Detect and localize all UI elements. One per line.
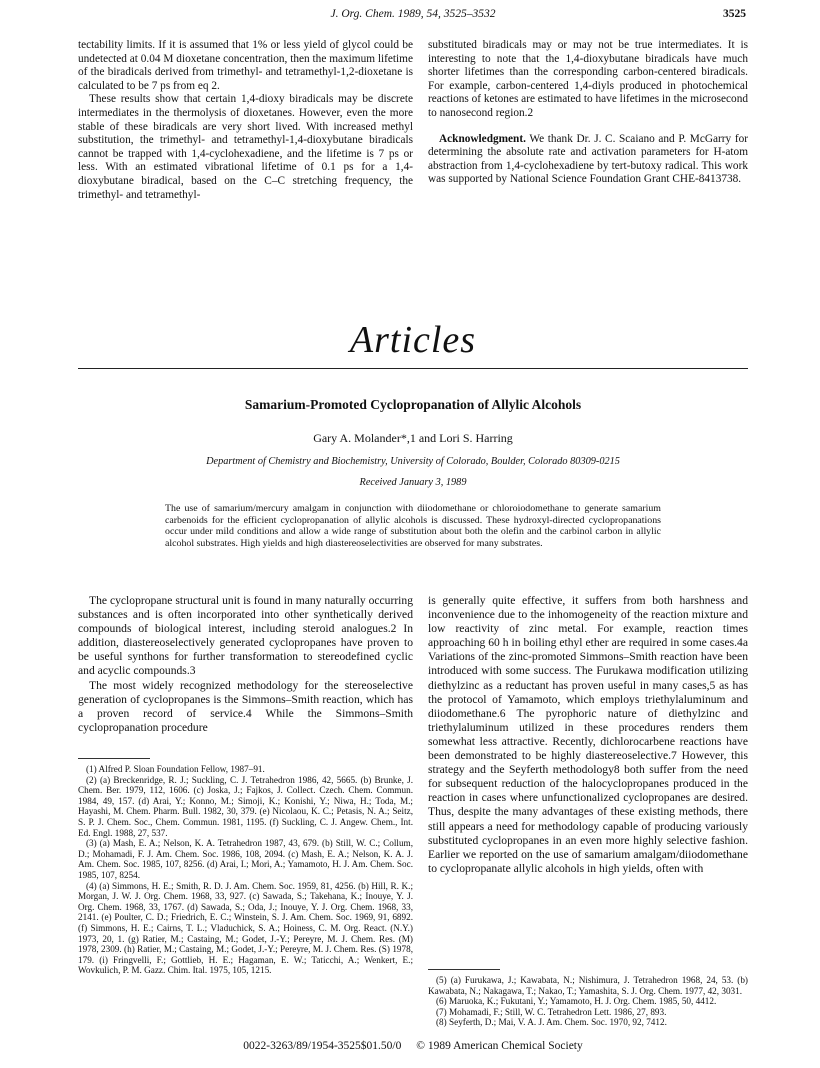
footnote: (5) (a) Furukawa, J.; Kawabata, N.; Nishimura, J. Tetrahedron 1968, 24, 53. (b) Kawabata, N.; Nakagawa, T.; Nakao, T.; Yamashita, S. J. Org. Chem. 1977, 42, 3031. [428,975,748,996]
footnote: (7) Mohamadi, F.; Still, W. C. Tetrahedron Lett. 1986, 27, 893. [436,1006,667,1017]
abstract: The use of samarium/mercury amalgam in conjunction with diiodomethane or chloroiodomethane to generate samarium carbenoids for the efficient cyclopropanation of allylic alcohols is discussed. These hydroxyl-directed cyclopropanations occur under mild conditions and allow a wide range of substitution about both the olefin and the carbinol carbon in allylic alcohol substrates. High yields and high diastereoselectivities are observed for many substrates. [165,503,661,550]
footnote: (2) (a) Breckenridge, R. J.; Suckling, C. J. Tetrahedron 1986, 42, 5665. (b) Brunke, J. Chem. Ber. 1979, 112, 1606. (c) Joska, J.; Fajkos, J. Collect. Czech. Chem. Commun. 1984, 49, 157. (d) Arai, Y.; Konno, M.; Simoji, K.; Konishi, Y.; Niwa, H.; Toda, M.; Hayashi, M. Chem. Pharm. Bull. 1982, 30, 379. (e) Nicolaou, K. C.; Petasis, N. A.; Seitz, S. P. J. Chem. Soc., Chem. Commun. 1981, 1195. (f) Suckling, C. J. Angew. Chem., Int. Ed. Engl. 1988, 27, 537. [78,774,413,838]
previous-article-left-column [78,39,413,202]
acknowledgment-text: We thank Dr. J. C. Scaiano and P. McGarry for determining the absolute rate and activation parameters for H-atom abstraction from 1,4-cyclohexadiene by tert-butoxy radical. This work was supported by National Science Foundation Grant CHE-8413738. [428,132,748,186]
footnote: (8) Seyferth, D.; Mai, V. A. J. Am. Chem. Soc. 1970, 92, 7412. [436,1017,667,1028]
footnotes-right [428,975,748,1028]
page-footer [78,1040,748,1052]
copyright: © 1989 American Chemical Society [416,1040,583,1052]
paragraph: is generally quite effective, it suffers from both harshness and inconvenience due to the inhomogeneity of the reaction mixture and low reactivity of zinc metal. For example, reaction times approaching 60 h in boiling ethyl ether are required in some cases.4a Variations of the zinc-promoted Simmons–Smith reaction have been introduced with some success. The Furukawa modification utilizing diethylzinc as a reductant has proven useful in many cases,5 as has the protocol of Yamamoto, which employs triethylaluminum and diiodomethane.6 The pyrophoric nature of diethylzinc and triethylaluminum utilized in these procedures renders them somewhat less attractive. Recently, dichlorocarbene reactions have been demonstrated to be highly diastereoselective.7 However, this strategy and the Seyferth methodology8 both suffer from the need for subsequent reduction of the halocyclopropanes produced in the reaction in cases where unfunctionalized cyclopropanes are desired. Thus, despite the many advantages of these existing methods, there still appears a need for methodology capable of producing variously substituted cyclopropanes in an even more highly selective fashion. Earlier we reported on the use of samarium amalgam/diiodomethane to cyclopropanate allylic alcohols in high yields, often with [428,594,748,875]
received-date: Received January 3, 1989 [359,477,467,488]
article-body-left-column [78,594,413,735]
paragraph: The most widely recognized methodology for the stereoselective generation of cyclopropanes is the Simmons–Smith reaction, which has a proven record of service.4 While the Simmons–Smith cyclopropanation procedure [78,678,413,734]
article-title: Samarium-Promoted Cyclopropanation of Allylic Alcohols [244,397,582,412]
paragraph: These results show that certain 1,4-dioxy biradicals may be discrete intermediates in the thermolysis of dioxetanes. However, even the more stable of these biradicals are very short lived. With increased methyl substitution, the trimethyl- and tetramethyl-1,4-dioxybutane biradicals cannot be trapped with 1,4-cyclohexadiene, and the lifetime is 7 ps or less. With an estimated vibrational lifetime of 0.1 ps for a 1,4-dioxybutane biradical, based on the C–C stretching frequency, the trimethyl- and tetramethyl- [78,93,413,201]
acknowledgment-heading: Acknowledgment. [439,132,526,145]
author-affiliation: Department of Chemistry and Biochemistry, University of Colorado, Boulder, Colorado 80309-0215 [206,456,620,467]
footnote: (3) (a) Mash, E. A.; Nelson, K. A. Tetrahedron 1987, 43, 679. (b) Still, W. C.; Collum, D.; Mohamadi, F. J. Am. Chem. Soc. 1986, 108, 2094. (c) Mash, E. A.; Nelson, K. A. J. Am. Chem. Soc. 1985, 107, 8256. (d) Arai, I.; Mori, A.; Yamamoto, H. J. Am. Chem. Soc. 1985, 107, 8254. [78,838,413,880]
issn-code: 0022-3263/89/1954-3525$01.50/0 [243,1040,402,1052]
section-title: Articles [349,319,477,361]
paragraph: The cyclopropane structural unit is found in many naturally occurring substances and is often incorporated into other synthetically derived compounds of biological interest, including steroid analogues.2 In addition, diastereoselectively generated cyclopropanes have proven to be useful synthons for further transformation to stereodefined cyclic and acyclic compounds.3 [78,594,413,678]
article-body-right-column [428,594,748,876]
footnote-divider [78,758,150,759]
paragraph: substituted biradicals may or may not be true intermediates. It is interesting to note that the 1,4-dioxybutane biradicals have much shorter lifetimes than the corresponding carbon-centered biradicals. For example, carbon-centered 1,4-diyls produced in photochemical reactions of ketones are estimated to have lifetimes in the microsecond to nanosecond region.2 [428,39,748,119]
article-authors: Gary A. Molander*,1 and Lori S. Harring [313,431,513,445]
paragraph: tectability limits. If it is assumed that 1% or less yield of glycol could be undetected at 0.04 M dioxetane concentration, then the maximum lifetime of the biradicals derived from trimethyl- and tetramethyl-1,2-dioxetane is calculated to be 7 ps from eq 2. [78,39,413,92]
footnote: (4) (a) Simmons, H. E.; Smith, R. D. J. Am. Chem. Soc. 1959, 81, 4256. (b) Hill, R. K.; Morgan, J. W. J. Org. Chem. 1968, 33, 927. (c) Sawada, S.; Takehana, K.; Inouye, Y. J. Org. Chem. 1968, 33, 1767. (d) Sawada, S.; Oda, J.; Inouye, Y. J. Org. Chem. 1968, 33, 2141. (e) Poulter, C. D.; Friedrich, E. C.; Winstein, S. J. Am. Chem. Soc. 1969, 91, 6892. (f) Simmons, H. E.; Cairns, T. L.; Vladuchick, S. A.; Hoiness, C. M. Org. React. (N.Y.) 1973, 20, 1. (g) Ratier, M.; Castaing, M.; Godet, J.-Y.; Pereyre, M. J. Chem. Res. (M) 1978, 2309. (h) Ratier, M.; Castaing, M.; Godet, J.-Y.; Pereyre, M. J. Chem. Res. (S) 1978, 179. (i) Fringvelli, F.; Gottlieb, H. E.; Hagaman, E. W.; Taticchi, A.; Wenkert, E.; Wovkulich, P. M. Gazz. Chim. Ital. 1975, 105, 1215. [78,880,413,976]
page-number: 3525 [723,8,746,20]
footnote-divider [428,969,500,970]
acknowledgment [428,133,748,187]
footnotes-left [78,764,413,976]
previous-article-right-column [428,39,748,187]
footnote: (1) Alfred P. Sloan Foundation Fellow, 1987–91. [86,764,265,774]
section-divider [78,368,748,369]
running-head: J. Org. Chem. 1989, 54, 3525–3532 [330,8,496,20]
footnote: (6) Maruoka, K.; Fukutani, Y.; Yamamoto, H. J. Org. Chem. 1985, 50, 4412. [436,996,717,1007]
